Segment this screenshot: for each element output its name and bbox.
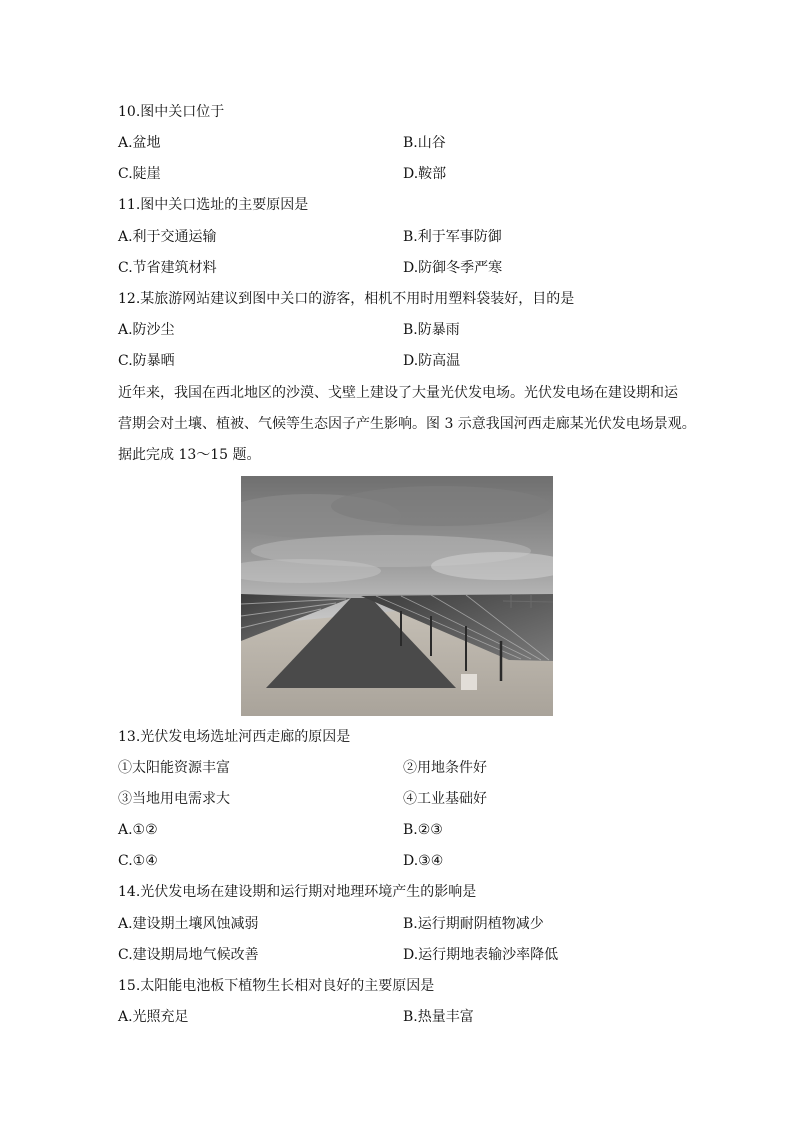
option-c: C.①④ [118, 853, 158, 869]
option-b: B.山谷 [403, 135, 446, 151]
option-c: C.建设期局地气候改善 [118, 947, 259, 963]
question-10-stem: 10.图中关口位于 [118, 104, 225, 120]
option-a: A.利于交通运输 [118, 229, 217, 245]
option-c: C.陡崖 [118, 166, 161, 182]
option-b: B.利于军事防御 [403, 229, 502, 245]
question-15-stem: 15.太阳能电池板下植物生长相对良好的主要原因是 [118, 978, 435, 994]
passage-line-1: 近年来，我国在西北地区的沙漠、戈壁上建设了大量光伏发电场。光伏发电场在建设期和运 [118, 385, 678, 401]
option-a: A.①② [118, 822, 158, 838]
option-d: D.③④ [403, 853, 444, 869]
question-11-stem: 11.图中关口选址的主要原因是 [118, 197, 309, 213]
option-b: B.防暴雨 [403, 322, 460, 338]
option-d: D.防御冬季严寒 [403, 260, 503, 276]
option-a: A.防沙尘 [118, 322, 175, 338]
option-a: A.建设期土壤风蚀减弱 [118, 916, 259, 932]
question-13-stem: 13.光伏发电场选址河西走廊的原因是 [118, 729, 351, 745]
option-b: B.热量丰富 [403, 1009, 474, 1025]
option-d: D.防高温 [403, 353, 461, 369]
question-12-stem: 12.某旅游网站建议到图中关口的游客，相机不用时用塑料袋装好，目的是 [118, 291, 575, 307]
solar-farm-photo [241, 476, 553, 716]
passage-line-2: 营期会对土壤、植被、气候等生态因子产生影响。图 3 示意我国河西走廊某光伏发电场景观。 [118, 416, 696, 432]
option-d: D.鞍部 [403, 166, 447, 182]
statement-3: ③当地用电需求大 [118, 791, 230, 807]
option-b: B.运行期耐阴植物减少 [403, 916, 544, 932]
option-a: A.光照充足 [118, 1009, 189, 1025]
option-a: A.盆地 [118, 135, 161, 151]
option-c: C.防暴晒 [118, 353, 175, 369]
option-c: C.节省建筑材料 [118, 260, 217, 276]
question-14-stem: 14.光伏发电场在建设期和运行期对地理环境产生的影响是 [118, 884, 477, 900]
statement-1: ①太阳能资源丰富 [118, 760, 230, 776]
option-d: D.运行期地表输沙率降低 [403, 947, 559, 963]
passage-line-3: 据此完成 13～15 题。 [118, 447, 261, 463]
statement-2: ②用地条件好 [403, 760, 487, 776]
statement-4: ④工业基础好 [403, 791, 487, 807]
option-b: B.②③ [403, 822, 443, 838]
